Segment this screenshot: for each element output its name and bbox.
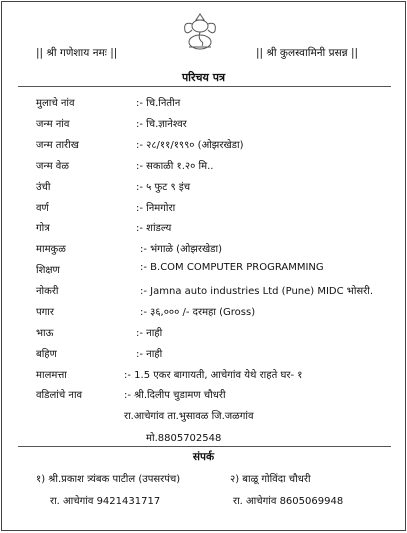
field-label: शिक्षण [36, 265, 60, 276]
field-label: मुलाचे नांव [36, 98, 75, 109]
field-value: :- B.COM COMPUTER PROGRAMMING [140, 262, 324, 273]
contact-divider [18, 446, 391, 447]
contact-person-1-phone: रा. आचेगांव 9421431717 [50, 496, 161, 507]
biodata-page [1, 1, 406, 531]
title-divider [18, 86, 391, 87]
field-value: :- निमगोरा [136, 203, 176, 214]
field-value: :- 1.5 एकर बागायती, आचेगांव येथे राहते घर- १ [124, 370, 303, 381]
contact-person-2-name: २) बाळू गोविंदा चौधरी [230, 474, 311, 485]
father-address: रा.आचेगांव ता.भुसावळ जि.जळगांव [124, 411, 254, 422]
field-value: :- चि.ज्ञानेश्वर [136, 119, 187, 130]
field-value: :- नाही [136, 328, 163, 339]
field-value: :- चि.नितीन [136, 98, 181, 109]
field-label: जन्म वेळ [36, 161, 69, 172]
field-label: गोत्र [36, 223, 50, 234]
field-value: :- सकाळी १.२० मि.. [136, 161, 214, 172]
field-label: बहिण [36, 349, 57, 360]
field-label: मालमत्ता [36, 370, 67, 381]
field-value: :- शांडल्य [136, 223, 172, 234]
field-label: जन्म नांव [36, 119, 70, 130]
field-value: :- नाही [136, 349, 163, 360]
field-label: पगार [36, 307, 54, 318]
right-invocation: || श्री कुलस्वामिनी प्रसन्न || [256, 47, 359, 59]
page-title: परिचय पत्र [181, 71, 226, 84]
contact-person-1-name: १) श्री.प्रकाश त्र्यंबक पाटील (उपसरपंच) [36, 474, 181, 485]
field-value: :- श्री.दिलीप चुडामण चौधरी [124, 390, 226, 401]
field-value: :- भंगाळे (ओझरखेडा) [140, 244, 222, 255]
field-value: :- Jamna auto industries Ltd (Pune) MIDC भोसरी. [140, 286, 374, 297]
field-value: :- २८/११/१९९० (ओझरखेडा) [136, 140, 244, 151]
contact-title: संपर्क [192, 451, 215, 463]
field-label: मामकुळ [36, 244, 66, 255]
ganesh-icon [177, 11, 223, 51]
contact-person-2-phone: रा. आचेगांव 8605069948 [233, 496, 344, 507]
field-label: वर्ण [36, 203, 49, 214]
field-label: उंची [36, 182, 51, 193]
field-value: :- ५ फुट ९ इंच [136, 182, 191, 193]
field-value: :- ३६,००० /- दरमहा (Gross) [140, 307, 256, 318]
field-label: नोकरी [36, 286, 59, 297]
field-label: जन्म तारीख [36, 140, 79, 151]
left-invocation: || श्री गणेशाय नमः || [36, 47, 118, 59]
field-label: वडिलांचे नाव [36, 390, 83, 401]
father-mobile: मो.8805702548 [146, 433, 222, 444]
field-label: भाऊ [36, 328, 54, 339]
